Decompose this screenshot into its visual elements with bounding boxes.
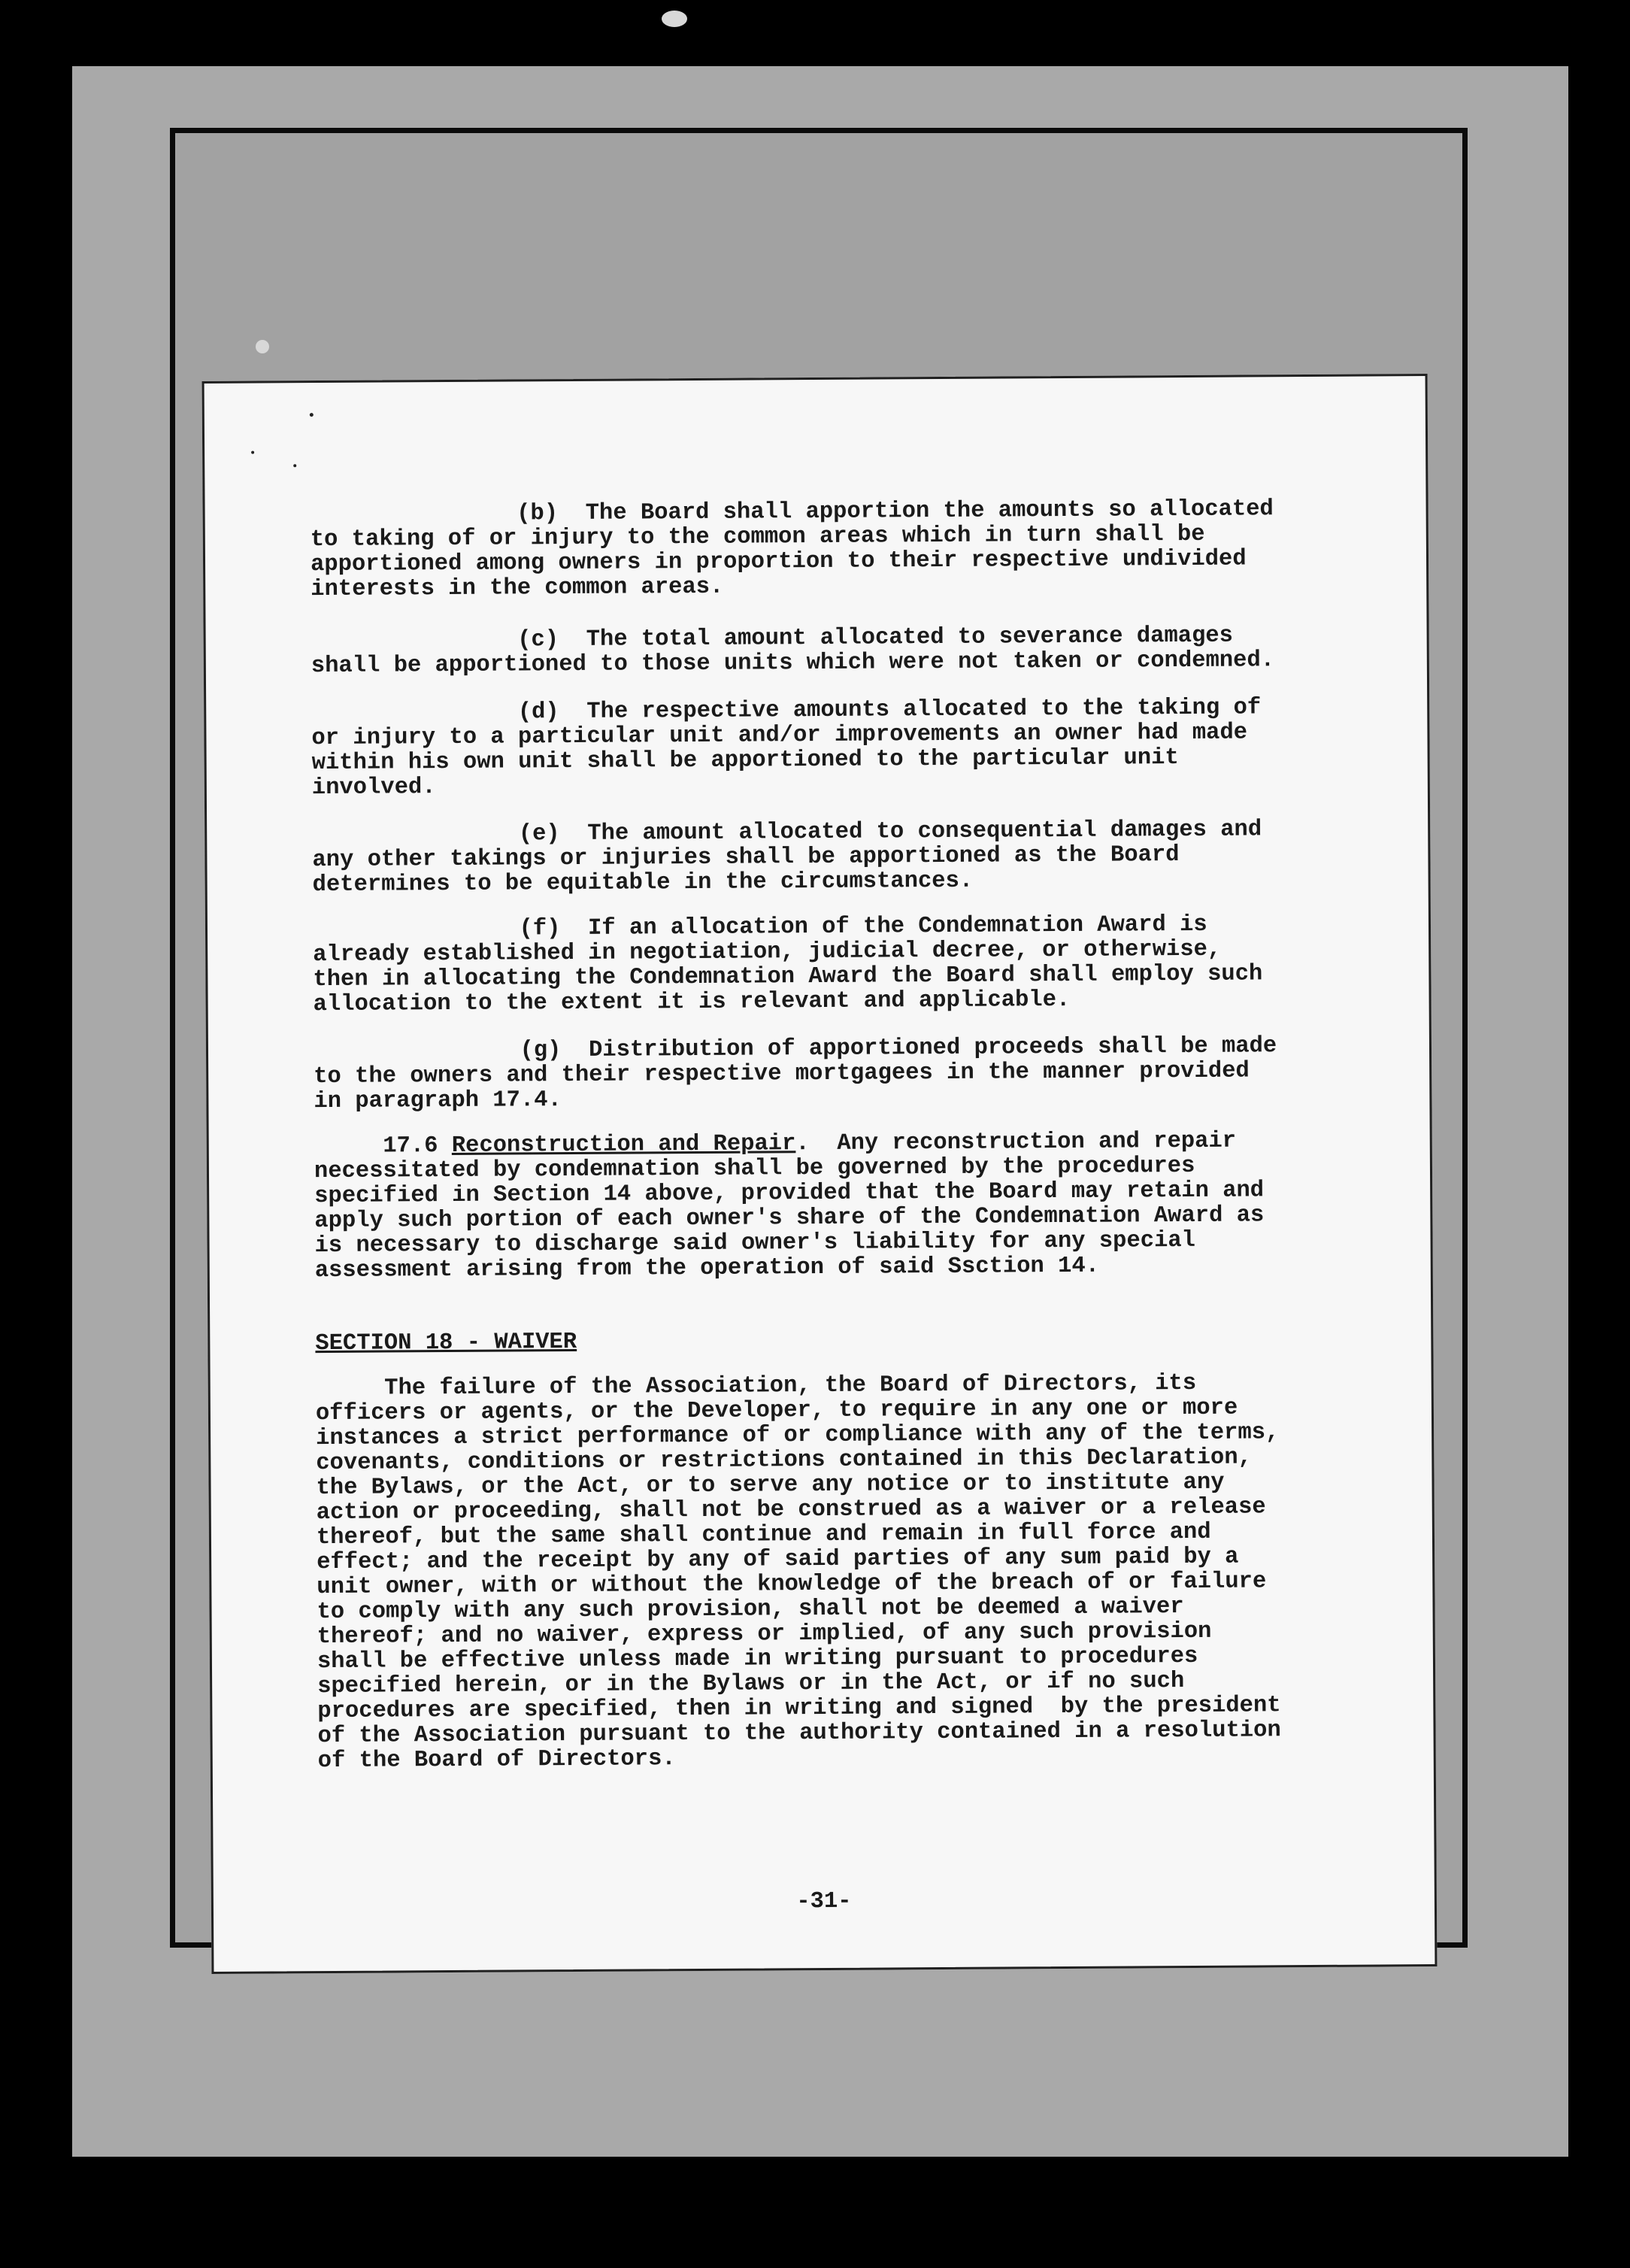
paragraph-g: (g) Distribution of apportioned proceeds shall be made to the owners and their respective mortgagees in the manner provided in paragraph 17.4. (313, 1033, 1277, 1115)
paragraph-f: (f) If an allocation of the Condemnation Award is already established in negotiation, judicial decree, or otherwise, then in allocating the Condemnation Award the Board shall employ such allocation to the extent it is relevant and applicable. (312, 911, 1263, 1018)
paragraph-e: (e) The amount allocated to consequential damages and any other takings or injuries shall be apportioned as the Board determines to be equitable in the circumstances. (312, 817, 1262, 899)
page-number: -31- (796, 1888, 852, 1915)
ink-speck (293, 464, 296, 467)
section-17-6-heading: Reconstruction and Repair (451, 1131, 796, 1159)
dust-speck (662, 11, 687, 27)
section-17-6 (314, 1128, 1398, 1284)
ink-speck (310, 413, 314, 417)
section-17-6-body: . Any reconstruction and repair necessitated by condemnation shall be governed by the procedures specified in Section 14 above, provided that the Board may retain and apply such portion of each owner's share of the Condemnation Award as is necessary to discharge said owner's liability for any special assessment arising from the operation of said Ssction 14. (314, 1128, 1265, 1284)
ink-speck (251, 451, 254, 454)
dust-speck (256, 340, 269, 353)
section-18-heading: SECTION 18 - WAIVER (315, 1329, 577, 1357)
paragraph-c: (c) The total amount allocated to severance damages shall be apportioned to those units which were not taken or condemned. (311, 623, 1275, 680)
section-17-6-number: 17.6 (314, 1132, 452, 1160)
section-18-body: The failure of the Association, the Board of Directors, its officers or agents, or the Developer, to require in any one or more instances a strict performance of or compliance with any of the terms, covenants, conditions or restrictions contained in this Declaration, the Bylaws, or the Act, or to serve any notice or to institute any action or proceeding, shall not be construed as a waiver or a release thereof, but the same shall continue and remain in full force and effect; and the receipt by any of said parties of any sum paid by a unit owner, with or without the knowledge of the breach of or failure to comply with any such provision, shall not be deemed a waiver thereof; and no waiver, express or implied, of any such provision shall be effective unless made in writing pursuant to procedures specified herein, or in the Bylaws or in the Act, or if no such procedures are specified, then in writing and signed by the president of the Association pursuant to the authority contained in a resolution of the Board of Directors. (315, 1370, 1281, 1775)
document-page (202, 374, 1438, 1974)
paragraph-b: (b) The Board shall apportion the amounts so allocated to taking of or injury to the common areas which in turn shall be apportioned among owners in proportion to their respective undivided interests in the common areas. (310, 496, 1274, 603)
paragraph-d: (d) The respective amounts allocated to the taking of or injury to a particular unit and/or improvements an owner had made within his own unit shall be apportioned to the particular unit involved. (311, 695, 1262, 802)
